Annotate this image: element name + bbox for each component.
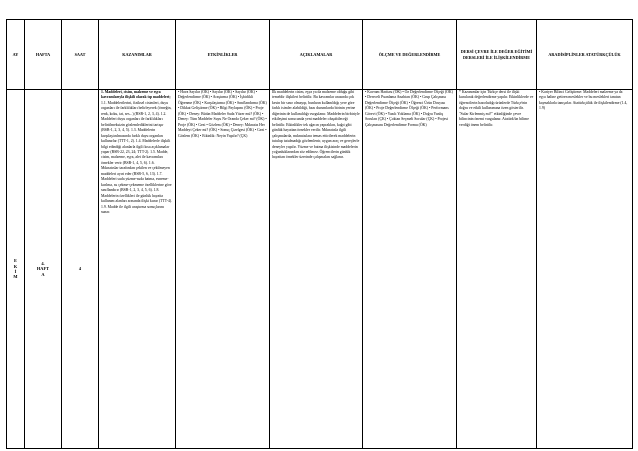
- month-letter: K: [13, 263, 18, 269]
- header-saat: SAAT: [62, 20, 99, 90]
- etkinlikler-cell: • Hava Sayılar (ÖK) • Sayılar (ÖK) • Sayılar (ÖK) • Değerlendirme (ÖK) • Araştırma (ÖK) • İşbirlikli Öğrenme (ÖK) • Karşılaştırma (ÖK) • Sınıflandırma (ÖK) • Dikkat Geliştirme (ÖK) • Bilgi Paylaşımı (ÖK) • Proje (ÖK) • Deney: Bütün Maddeler Suda Yüzer mü? (ÖK) • Deney: Tüm Maddeler Suyu Ne Oranda Çeker mi? (ÖK) • Proje (ÖK) • Gezi • Gözlem (ÖK) • Deney: Mıknatıs Her Maddeyi Çeker mi? (ÖK) • Sonuç Çizelgesi (ÖK) • Gezi • Gözlem (ÖK) • Etkinlik: Neyin Yapılır? (ÇK): [176, 90, 270, 449]
- kazanim-body: 1.1. Maddelerilerini, fiziksel cisimleri, duyu organları ile farklılıkları belirleyerek (örneğin, renk, koku, tat, ses...) (BSB-1, 2, 3, 4). 1.2. Maddeleri duyu organları ile farklılıkları belirtilmeksizin gözlemlediklerini tartışır (BSB-1, 2, 3, 4, 5). 1.3. Maddelerin karşılaştırılmasında farklı duyu organları kullanırlar (TTT-1, 2). 1.4. Maddelerle ilişkili bilgi edindiği alanlarla ilgili kısa açıklamalar yapar (BSB-22, 23, 24; TTT-2). 1.5. Madde, cisim, malzeme, eşya, alet ile kavramları örnekler verir (BSB-1, 4, 5, 6). 1.6. Mıknatıslar tarafından çekilen ve çekilmeyen maddeleri ayırt eder (BSB-5, 6, 13). 1.7. Maddeleri suda yüzme-suda batma, esneme-kırılma, su çekme-çekmeme özelliklerine göre sınıflandırır (BSB-1, 2, 3, 4, 5, 6). 1.8. Maddelerin özellikleri ile günlük hayatta kullanım alanları arasında ilişki kurar (TTT-4). 1.9. Madde ile ilgili araştırma sonuçlarını sunar.: [101, 100, 173, 214]
- header-aciklamalar: AÇIKLAMALAR: [270, 20, 363, 90]
- month-letter: M: [13, 274, 18, 280]
- plan-row: [7, 90, 633, 449]
- header-hafta: HAFTA: [25, 20, 62, 90]
- hours-cell: 4: [62, 90, 99, 449]
- week-line: A: [41, 271, 45, 277]
- week-cell: [25, 90, 62, 449]
- header-row: [7, 20, 633, 90]
- header-aradisiplin: ARADİSİPLİNLER ATATÜRKÇÜLÜK: [537, 20, 633, 90]
- header-ay: AY: [7, 20, 25, 90]
- deger-egitimi-cell: * Kazanımlar için Türkçe dersi ile ilişki kurularak değerlendirme yapılır. Etkinliklerde ve öğrencilerin hazırladığı ürünlerde Türkçe'nin doğru ve etkili kullanımına özen gösterilir. "Sular Kirlenmiş mi?" etkinliğinde çevre bilincinin önemi vurgulanır. Atatürk'ün bilime verdiği önem belirtilir.: [457, 90, 537, 449]
- annual-plan-table: [6, 19, 633, 449]
- olcme-cell: • Kavram Haritası (ÖK) • Öz Değerlendirme Ölçeği (ÖK) • Dereceli Puanlama Anahtarı (ÖK) • Grup Çalışması Değerlendirme Ölçeği (ÖK) • Öğrenci Ürün Dosyası (ÖK) • Proje Değerlendirme Ölçeği (ÖK) • Performans Görevi (ÖK) • Yazılı Yoklama (ÖK) • Doğru Yanlış Soruları (ÇK) • Çoktan Seçmeli Sorular (ÇK) • Projesi Çalışmasını Değerlendirme Formu (ÖK): [363, 90, 457, 449]
- month-letter: İ: [14, 269, 17, 274]
- header-kazanimlar: KAZANIMLAR: [99, 20, 176, 90]
- month-cell: [7, 90, 25, 449]
- header-olcme: ÖLÇME VE DEĞERLENDİRME: [363, 20, 457, 90]
- kazanim-cell: [99, 90, 176, 449]
- header-deger-egitimi: DERSİ ÇEVRE İLE DEĞER EĞİTİMİ DERSLERİ İLE İLİŞKİLENDİRME: [457, 20, 537, 90]
- month-letter: E: [14, 258, 17, 264]
- week-line: HAFT: [36, 266, 50, 272]
- header-etkinlikler: ETKİNLİKLER: [176, 20, 270, 90]
- kazanim-title: 1. Maddeleri, cisim, malzeme ve eşya kavramlarıyla ilişkili olarak tıp maddeleri;: [101, 90, 171, 100]
- week-line: 4.: [41, 260, 45, 266]
- aradisiplin-cell: • Kariyer Bilinci Geliştirme: Maddeleri malzeme ya da eşya haline getiren meslekler ve bu meslekleri tanıtan kaynaklarla tanışırlar. Atatürkçülük ile ilişkilendirme (1.4, 1.9): [537, 90, 633, 449]
- aciklamalar-cell: İlk maddelerin cisim, eşya ya da malzeme olduğu gibi temeldir ilişkileri belirtilir. Bu kavramlar arasında çok kesin bir sınır olmayıp, bunların kullanıldığı yere göre farklı isimler alabildiği, bazı durumlarda birinin yerine diğerinin de kullanıldığı vurgulanır. Maddelerin birbiriyle etkileşimi sonucunda yeni maddeler oluşabileceği belirtilir. Etkinlikler tek ağacın yaprakları, kağıt gibi günlük hayattan örnekler verilir. Mıknatısla ilgili çalışmalarda, mıknatıslara temas ettirilerek maddelerin tutulup tutulmadığı gözlemlenir, uygun araç ve gereçlerle deneyler yapılır. Yüzme ve batma ilişkisinde maddelerin yoğunluklarından söz edilmez. Öğrencilerin günlük hayattan örnekler üzerinde çalışmaları sağlanır.: [270, 90, 363, 449]
